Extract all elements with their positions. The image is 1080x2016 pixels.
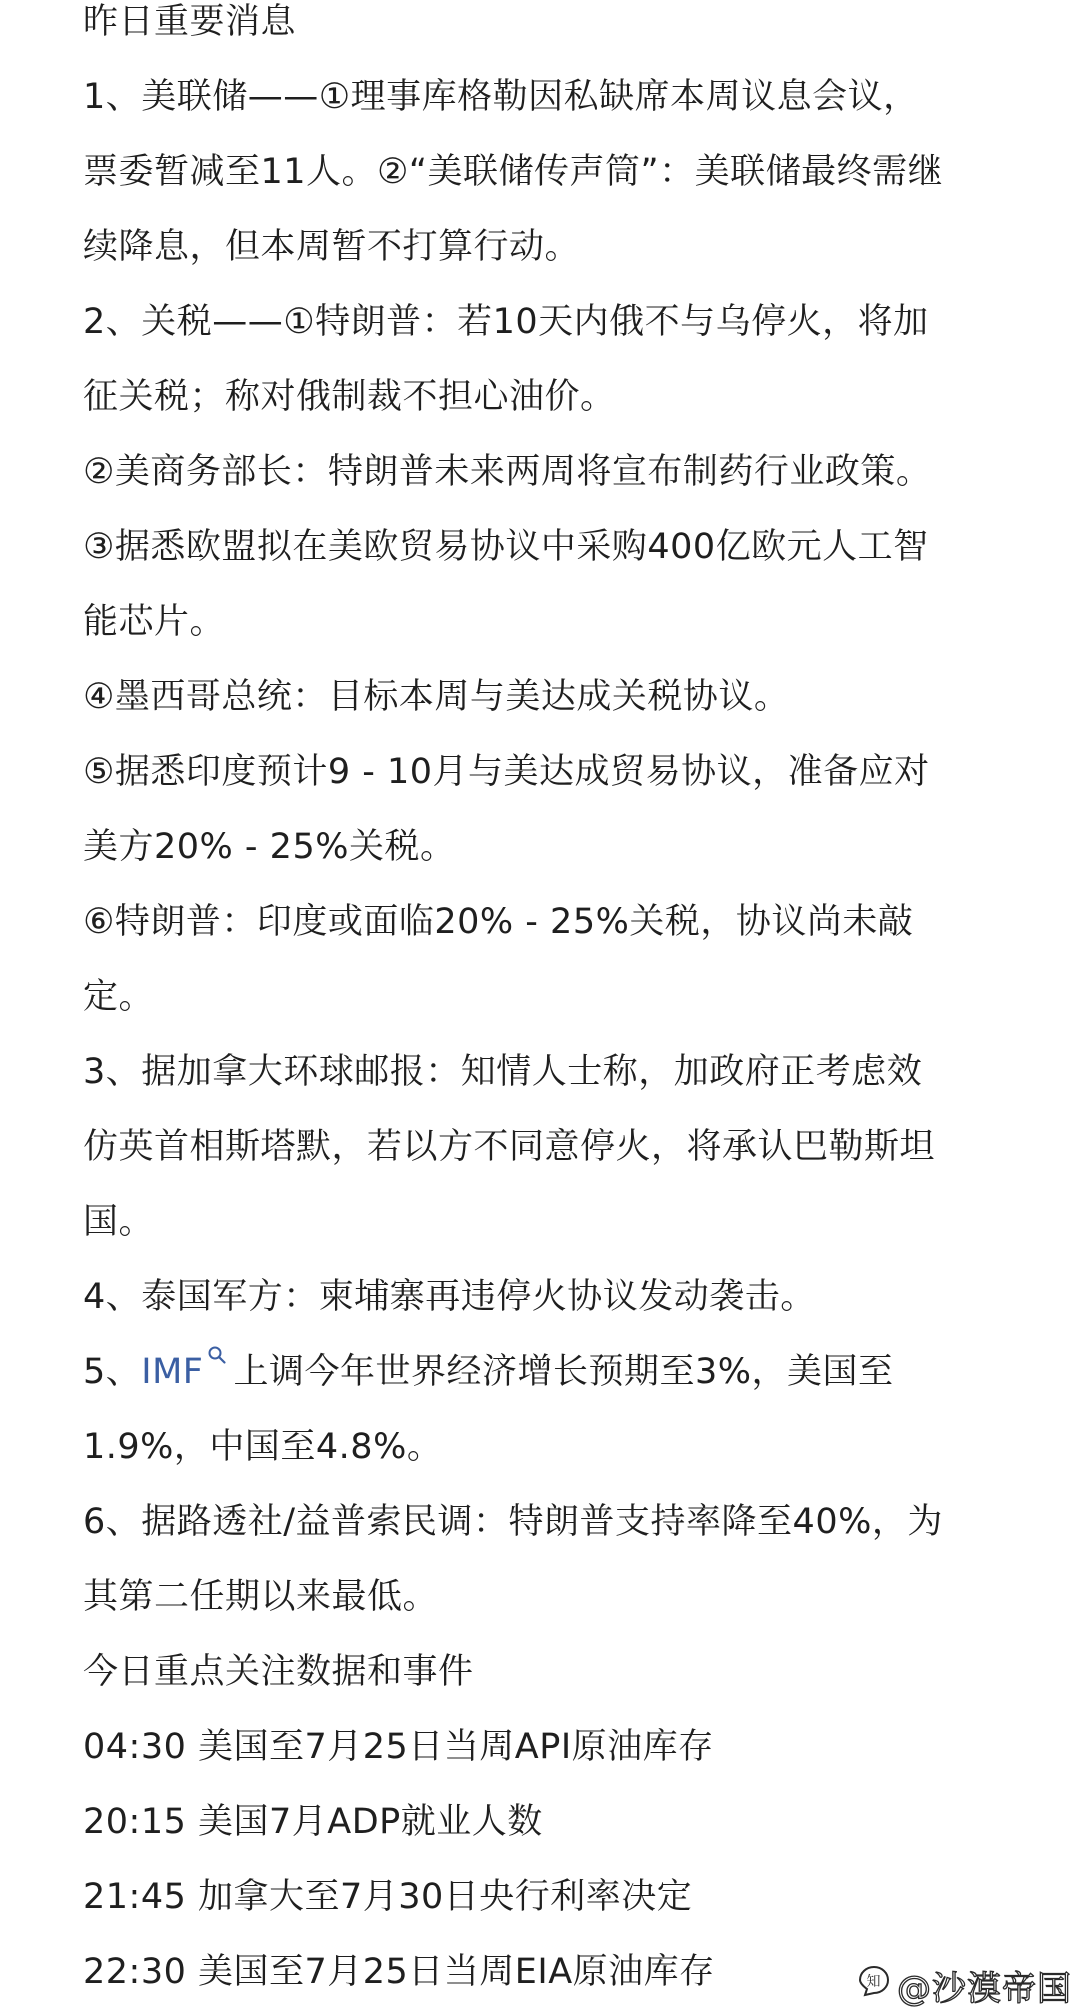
imf-line-suffix: 上调今年世界经济增长预期至3%，美国至 [233,1352,894,1392]
watermark [857,1961,1072,2010]
text-line: ⑥特朗普：印度或面临20% - 25%关税，协议尚未敲 [83,902,914,942]
text-line: ⑤据悉印度预计9 - 10月与美达成贸易协议，准备应对 [83,752,930,792]
schedule-item: 04:30 美国至7月25日当周API原油库存 [83,1727,714,1767]
svg-text:知: 知 [866,1974,882,1990]
text-line: 续降息，但本周暂不打算行动。 [83,227,581,267]
text-line: 定。 [83,977,155,1017]
imf-line [83,1335,1008,1410]
text-line: 仿英首相斯塔默，若以方不同意停火，将承认巴勒斯坦 [83,1127,936,1167]
text-line: 3、据加拿大环球邮报：知情人士称，加政府正考虑效 [83,1052,923,1092]
schedule-item: 20:15 美国7月ADP就业人数 [83,1802,543,1842]
text-line: 4、泰国军方：柬埔寨再违停火协议发动袭击。 [83,1277,816,1317]
schedule-item: 21:45 加拿大至7月30日央行利率决定 [83,1877,693,1917]
text-line: ④墨西哥总统：目标本周与美达成关税协议。 [83,677,790,717]
text-line: ③据悉欧盟拟在美欧贸易协议中采购400亿欧元人工智 [83,527,929,567]
text-line: 6、据路透社/益普索民调：特朗普支持率降至40%，为 [83,1502,943,1542]
text-line: 其第二任期以来最低。 [83,1577,439,1617]
text-line: ②美商务部长：特朗普未来两周将宣布制药行业政策。 [83,452,932,492]
text-line: 票委暂减至11人。②“美联储传声筒”：美联储最终需继 [83,152,944,192]
text-line: 国。 [83,1202,155,1242]
imf-line-prefix: 5、 [83,1352,142,1392]
text-line: 征关税；称对俄制裁不担心油价。 [83,377,616,417]
text-line: 能芯片。 [83,602,226,642]
schedule-item: 22:30 美国至7月25日当周EIA原油库存 [83,1952,715,1992]
watermark-text: @沙漠帝国 [897,1969,1072,2009]
text-line: 美方20% - 25%关税。 [83,827,456,867]
section-heading-yesterday: 昨日重要消息 [83,2,297,42]
section-heading-today: 今日重点关注数据和事件 [83,1652,474,1692]
imf-search-link[interactable]: IMF [141,1352,204,1392]
search-icon[interactable] [207,1317,227,1337]
text-line: 1、美联储——①理事库格勒因私缺席本周议息会议， [83,77,919,117]
text-line: 2、关税——①特朗普：若10天内俄不与乌停火，将加 [83,302,929,342]
zhihu-logo-icon [857,1964,891,2007]
text-line: 1.9%，中国至4.8%。 [83,1427,443,1467]
